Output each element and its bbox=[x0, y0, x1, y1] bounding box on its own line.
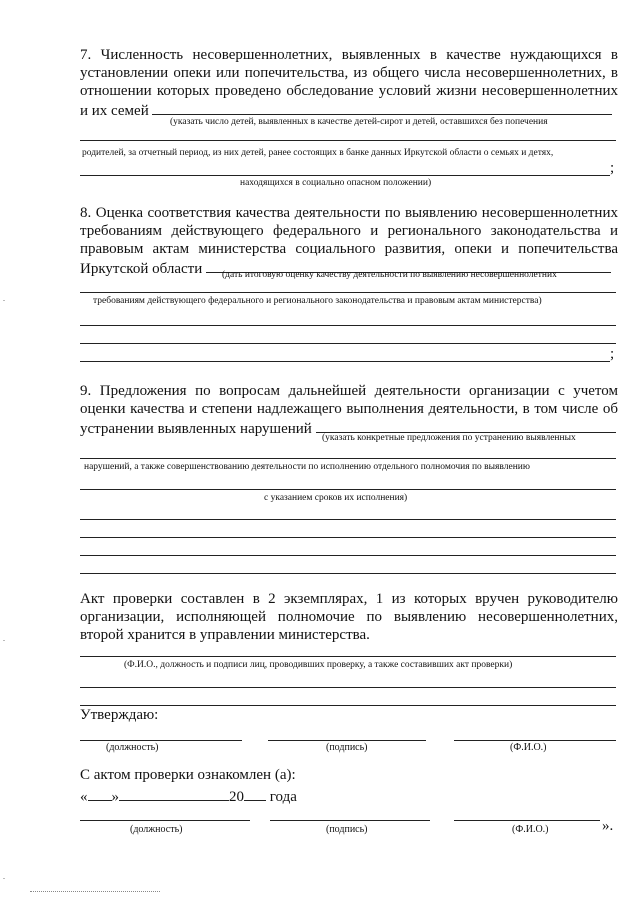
section-7-end: ; bbox=[610, 160, 615, 176]
section-8-end: ; bbox=[610, 346, 615, 362]
fill-line bbox=[80, 519, 616, 520]
scan-mark bbox=[3, 300, 5, 301]
fill-line bbox=[80, 705, 616, 706]
section-8-text: 8. Оценка соответствия качества деятельности по выявлению несовершеннолетних требованиям действующего федерального и регионального законодательства и правовым актам министерства социального развития, опеки и попечительства Иркутской области bbox=[80, 205, 618, 277]
fill-line bbox=[80, 537, 616, 538]
fill-line bbox=[80, 343, 616, 344]
approve-signature-label: (подпись) bbox=[326, 742, 368, 753]
signature-line bbox=[268, 740, 426, 741]
act-text: Акт проверки составлен в 2 экземплярах, 1 из которых вручен руководителю организации, исполняющей полномочие по выявлению несовершеннолетних, второй хранится в управлении министерства. bbox=[80, 591, 618, 643]
fill-line bbox=[80, 687, 616, 688]
section-9-text: 9. Предложения по вопросам дальнейшей деятельности организации с учетом оценки качества и степени надлежащего выполнения деятельности, в том числе об устранении выявленных нарушений bbox=[80, 383, 618, 437]
signature-line bbox=[270, 820, 430, 821]
section-8-hint-1: (дать итоговую оценку качеству деятельности по выявлению несовершеннолетних bbox=[222, 270, 557, 280]
fill-line bbox=[80, 656, 616, 657]
acquainted-title: С актом проверки ознакомлен (а): bbox=[80, 767, 296, 783]
acquainted-date: « » 20 года bbox=[80, 786, 297, 806]
fill-line bbox=[80, 292, 616, 293]
approve-position-label: (должность) bbox=[106, 742, 159, 753]
section-7-hint-3: находящихся в социально опасном положении) bbox=[240, 178, 432, 188]
scan-mark bbox=[3, 878, 5, 879]
section-9-hint-1: (указать конкретные предложения по устранению выявленных bbox=[322, 433, 576, 443]
signature-line bbox=[80, 820, 250, 821]
acquainted-name-label: (Ф.И.О.) bbox=[512, 824, 549, 835]
signature-line bbox=[454, 740, 616, 741]
acquainted-position-label: (должность) bbox=[130, 824, 183, 835]
section-8-hint-2: требованиям действующего федерального и регионального законодательства и правовым актам министерства) bbox=[93, 296, 542, 306]
fill-line bbox=[80, 458, 616, 459]
section-7-hint-1: (указать число детей, выявленных в качестве детей-сирот и детей, оставшихся без попечения bbox=[170, 117, 548, 127]
fill-line bbox=[80, 175, 610, 176]
acquainted-end: ». bbox=[602, 818, 614, 834]
fill-line bbox=[80, 555, 616, 556]
scan-edge bbox=[30, 891, 160, 892]
scan-mark bbox=[3, 640, 5, 641]
section-9-hint-3: с указанием сроков их исполнения) bbox=[264, 493, 408, 503]
acquainted-signature-label: (подпись) bbox=[326, 824, 368, 835]
signature-line bbox=[454, 820, 600, 821]
approve-title: Утверждаю: bbox=[80, 707, 159, 723]
fill-line bbox=[80, 361, 610, 362]
signature-line bbox=[80, 740, 242, 741]
approve-name-label: (Ф.И.О.) bbox=[510, 742, 547, 753]
fill-line bbox=[80, 489, 616, 490]
fill-line bbox=[80, 325, 616, 326]
section-9-hint-2: нарушений, а также совершенствованию деятельности по исполнению отдельного полномочия по выявлению bbox=[84, 462, 530, 472]
section-7-hint-2: родителей, за отчетный период, из них детей, ранее состоящих в банке данных Иркутской области о семьях и детях, bbox=[82, 148, 554, 158]
section-7-text: 7. Численность несовершеннолетних, выявленных в качестве нуждающихся в установлении опеки или попечительства, из общего числа несовершеннолетних, в отношении которых проведено обследование условий жизни несовершеннолетних и их семей bbox=[80, 47, 618, 119]
fill-line bbox=[80, 573, 616, 574]
act-hint: (Ф.И.О., должность и подписи лиц, проводивших проверку, а также составивших акт проверки) bbox=[124, 660, 513, 670]
fill-line bbox=[80, 140, 616, 141]
